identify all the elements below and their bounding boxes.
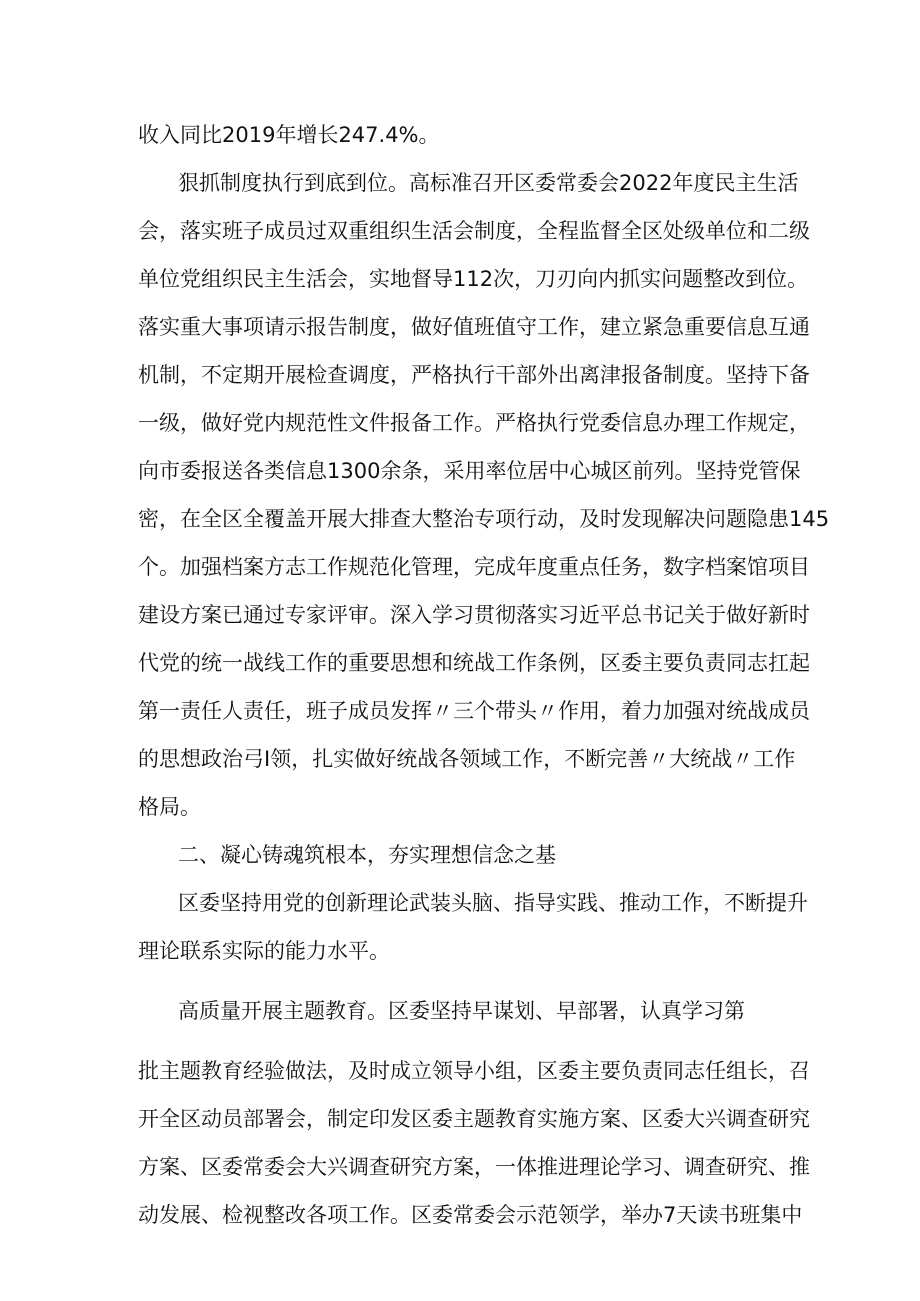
section-heading: 二、凝心铸魂筑根本，夯实理想信念之基: [178, 843, 556, 867]
text-line: 个。加强档案方志工作规范化管理，完成年度重点任务，数字档案馆项目: [138, 555, 810, 579]
text-line: 批主题教育经验做法，及时成立领导小组，区委主要负责同志任组长，召: [138, 1059, 810, 1083]
text-line: 机制，不定期开展检查调度，严格执行干部外出离津报备制度。坚持下备: [138, 363, 810, 387]
text-line: 区委坚持用党的创新理论武装头脑、指导实践、推动工作，不断提升: [178, 891, 808, 915]
text-line: 建设方案已通过专家评审。深入学习贯彻落实习近平总书记关于做好新时: [138, 603, 810, 627]
text-line: 收入同比2019年增长247.4%。: [138, 123, 440, 147]
text-line: 落实重大事项请示报告制度，做好值班值守工作，建立紧急重要信息互通: [138, 315, 810, 339]
text-line: 动发展、检视整改各项工作。区委常委会示范领学，举办7天读书班集中: [138, 1203, 803, 1227]
text-line: 代党的统一战线工作的重要思想和统战工作条例，区委主要负责同志扛起: [138, 651, 810, 675]
text-line: 密，在全区全覆盖开展大排查大整治专项行动，及时发现解决问题隐患145: [138, 507, 830, 531]
text-line: 开全区动员部署会，制定印发区委主题教育实施方案、区委大兴调查研究: [138, 1107, 810, 1131]
text-line: 的思想政治弓I领，扎实做好统战各领域工作，不断完善〃大统战〃工作: [138, 747, 796, 771]
text-line: 第一责任人责任，班子成员发挥〃三个带头〃作用，着力加强对统战成员: [138, 699, 810, 723]
text-line: 方案、区委常委会大兴调查研究方案，一体推进理论学习、调查研究、推: [138, 1155, 810, 1179]
text-line: 格局。: [138, 795, 201, 819]
text-line: 单位党组织民主生活会，实地督导112次，刀刃向内抓实问题整改到位。: [138, 267, 809, 291]
text-line: 一级，做好党内规范性文件报备工作。严格执行党委信息办理工作规定，: [138, 411, 810, 435]
text-line: 狠抓制度执行到底到位。高标准召开区委常委会2022年度民主生活: [178, 171, 799, 195]
text-line: 理论联系实际的能力水平。: [138, 939, 390, 963]
text-line: 会，落实班子成员过双重组织生活会制度，全程监督全区处级单位和二级: [138, 219, 810, 243]
text-line: 向市委报送各类信息1300余条，采用率位居中心城区前列。坚持党管保: [138, 459, 801, 483]
text-line: 高质量开展主题教育。区委坚持早谋划、早部署，认真学习第: [178, 999, 745, 1023]
